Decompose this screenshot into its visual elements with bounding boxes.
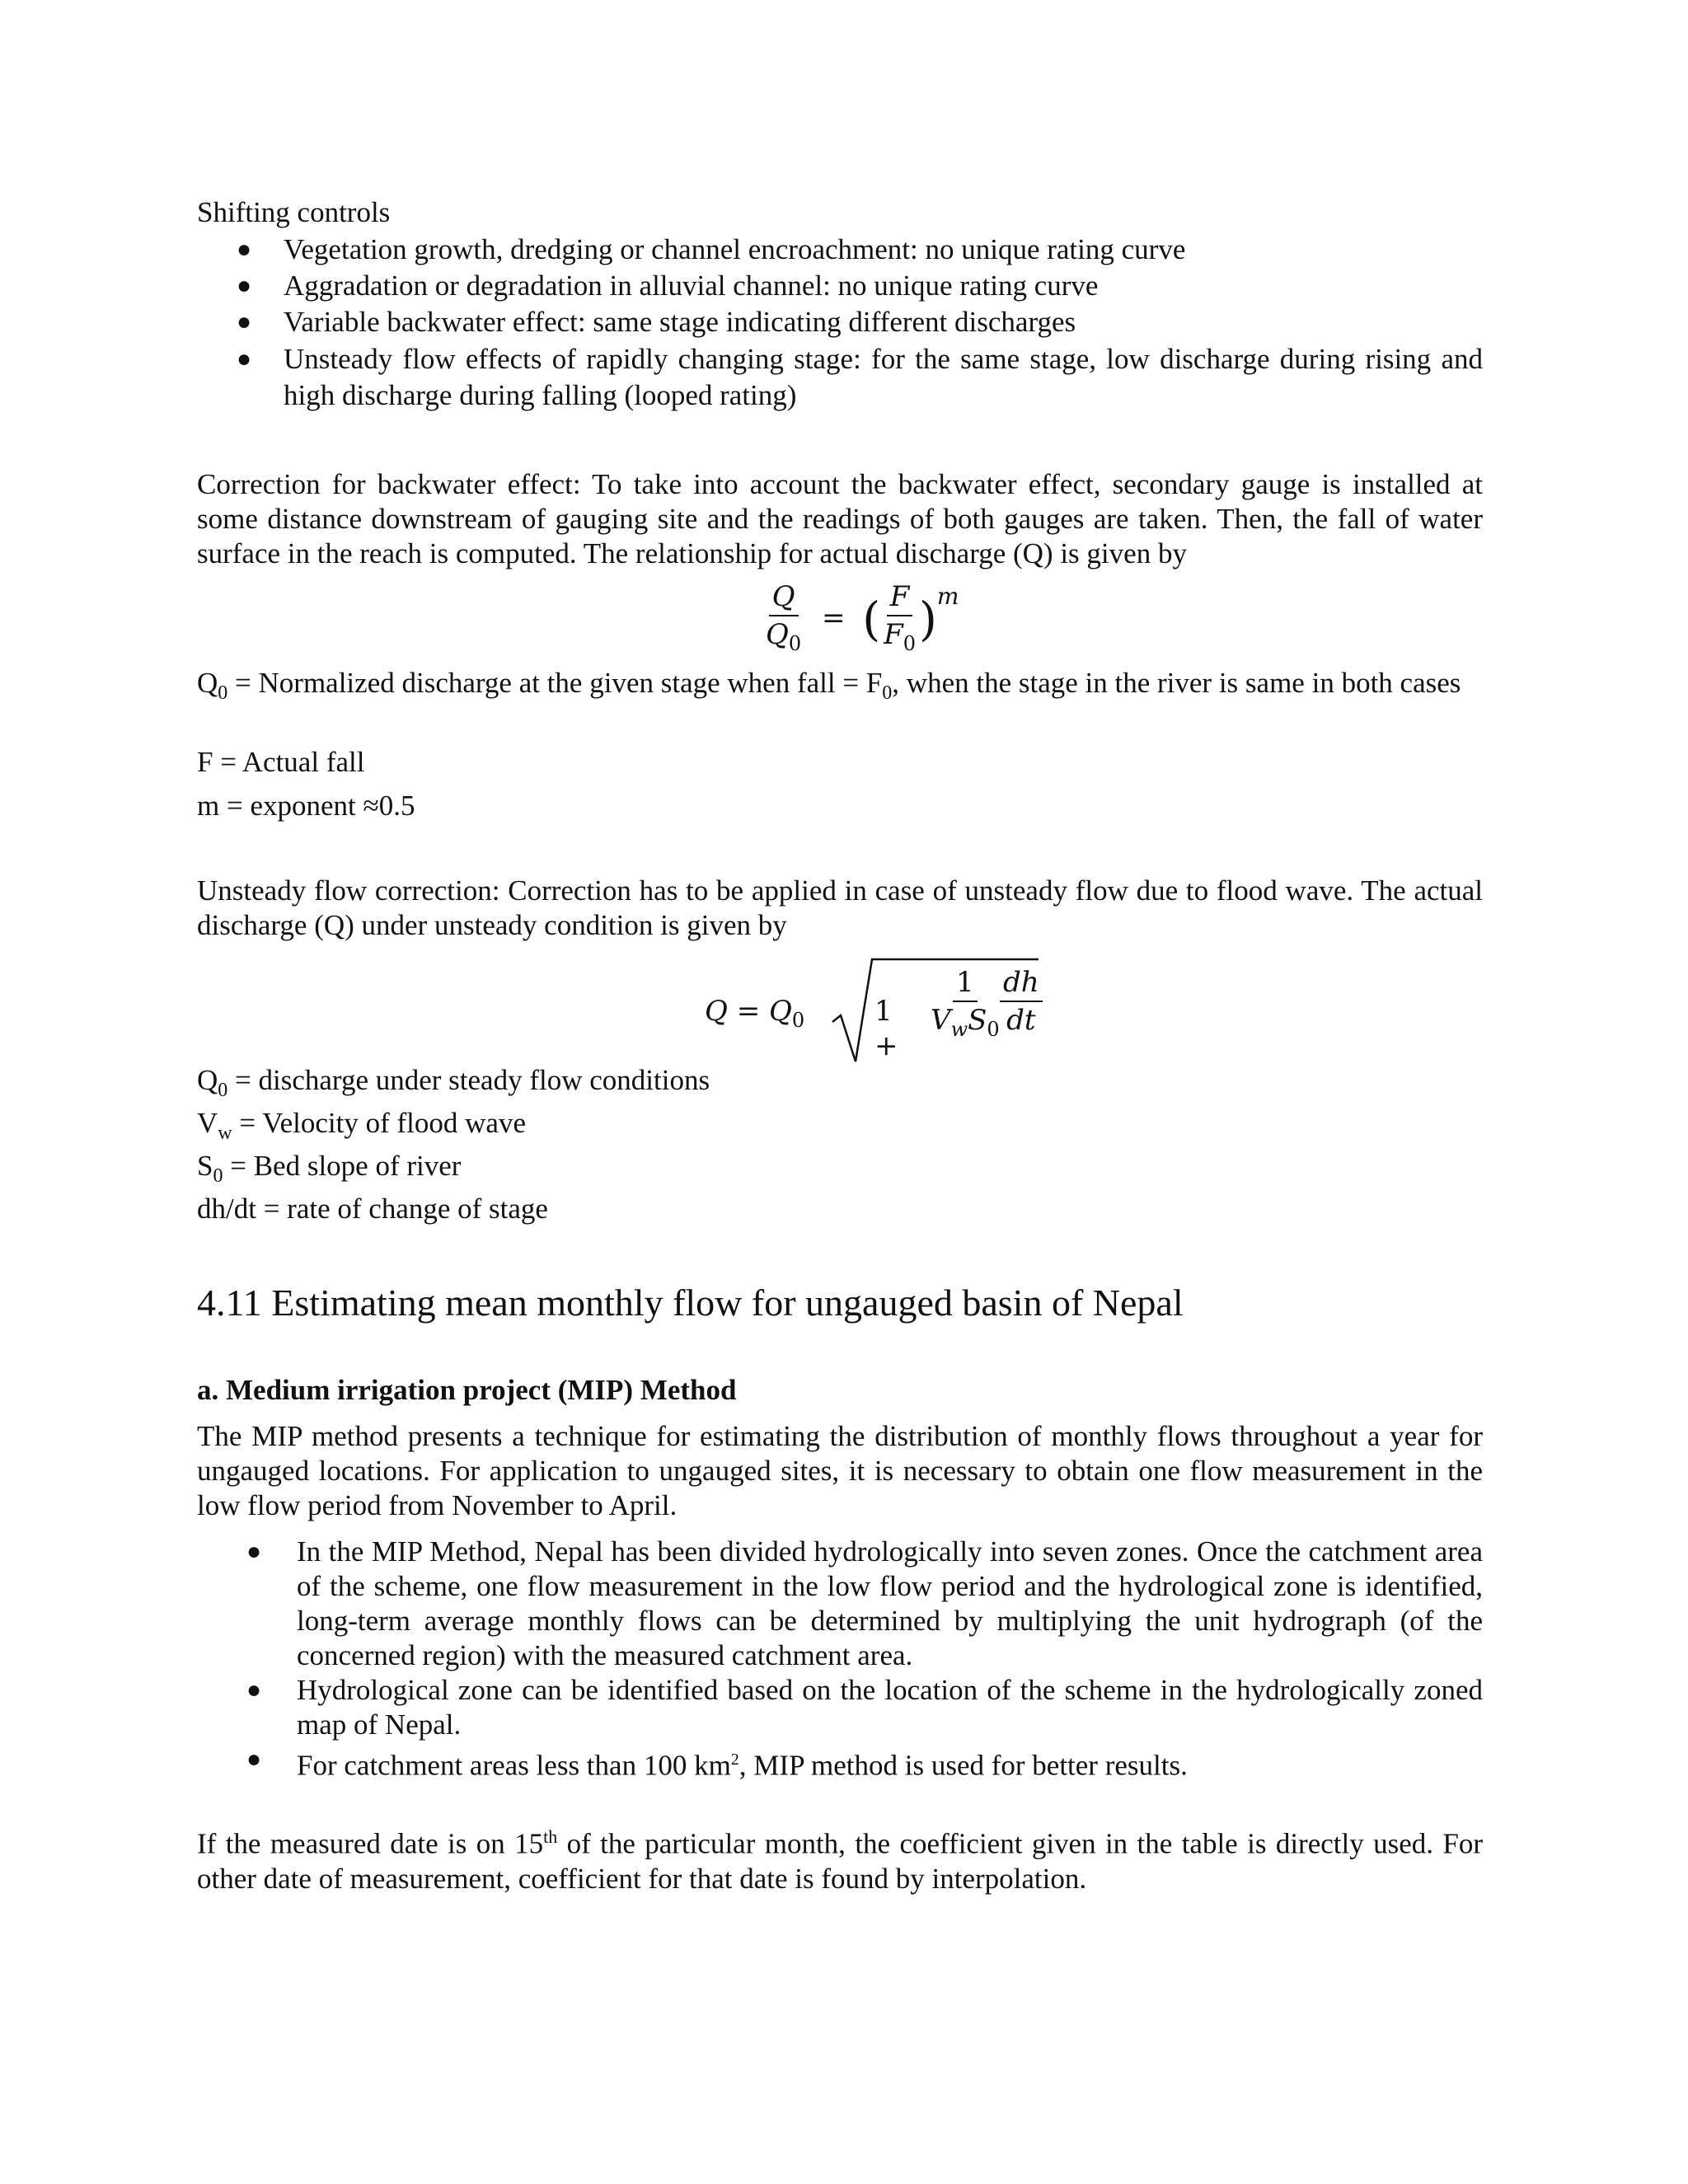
bullet-icon: ● [237,236,252,263]
backwater-equation: $\frac{Q}{Q_0}$ = ( $\frac{F}{F_0}$ )$^m$ [766,580,959,655]
shifting-controls-title: Shifting controls [197,196,391,228]
exponent-definition: m = exponent ≈0.5 [197,790,415,822]
mip-bullet-list [197,1535,1483,1783]
subsection-heading: a. Medium irrigation project (MIP) Method [197,1374,737,1406]
bullet-icon: ● [246,1746,262,1773]
list-item: ● For catchment areas less than 100 $km^2$, MIP method is used for better results. [197,1742,1483,1783]
backwater-paragraph: Correction for backwater effect: To take into account the backwater effect, secondary gauge is installed at some distance downstream of gauging site and the readings of both gauges are taken. Then, the fall of water surface in the reach is computed. The relationship for actual discharge (Q) is given by [197,468,1483,569]
list-item: ● Vegetation growth, dredging or channel encroachment: no unique rating curve [237,233,1186,265]
bullet-icon: ● [237,308,252,335]
section-heading: 4.11 Estimating mean monthly flow for ungauged basin of Nepal [197,1282,1184,1324]
bullet-icon: ● [237,272,252,299]
unsteady-paragraph: Unsteady flow correction: Correction has to be applied in case of unsteady flow due to flood wave. The actual discharge (Q) under unsteady condition is given by [197,874,1483,941]
bullet-icon: ● [237,345,252,373]
dhdt-definition: dh/dt = rate of change of stage [197,1193,548,1225]
fall-definition: F = Actual fall [197,746,365,778]
mip-intro-paragraph: The MIP method presents a technique for estimating the distribution of monthly flows throughout a year for ungauged locations. For application to ungauged sites, it is necessary to obtain one flow measurement in the low flow period from November to April. [197,1420,1483,1521]
bullet-icon: ● [246,1538,262,1565]
measured-date-paragraph: If the measured date is on 15th of the particular month, the coefficient given in the table is directly used. For other date of measurement, coefficient for that date is found by interpolation. [197,1826,1483,1895]
list-item: ● Aggradation or degradation in alluvial channel: no unique rating curve [237,269,1099,302]
q0-normalized-definition: $Q_0$ = Normalized discharge at the given stage when fall = $F_0$, when the stage in the river is same in both cases [197,667,1461,704]
q0-steady-definition: $Q_0$ = discharge under steady flow conditions [197,1064,710,1101]
bullet-icon: ● [246,1676,262,1704]
list-item: ● Unsteady flow effects of rapidly changing stage: for the same stage, low discharge during rising and high discharge during falling (looped rating) [237,343,1483,411]
s0-definition: $S_0$ = Bed slope of river [197,1150,462,1187]
list-item: ● In the MIP Method, Nepal has been divided hydrologically into seven zones. Once the catchment area of the scheme, one flow measurement in the low flow period and the hydrological zone is identified, long-term average monthly flows can be determined by multiplying the unit hydrograph (of the concerned region) with the measured catchment area. [246,1535,1483,1671]
shifting-controls-list [197,232,1483,414]
list-item: ● Hydrological zone can be identified based on the location of the scheme in the hydrologically zoned map of Nepal. [246,1674,1483,1741]
vw-definition: $V_w$ = Velocity of flood wave [197,1107,526,1144]
list-item: ● Variable backwater effect: same stage indicating different discharges [237,306,1076,338]
